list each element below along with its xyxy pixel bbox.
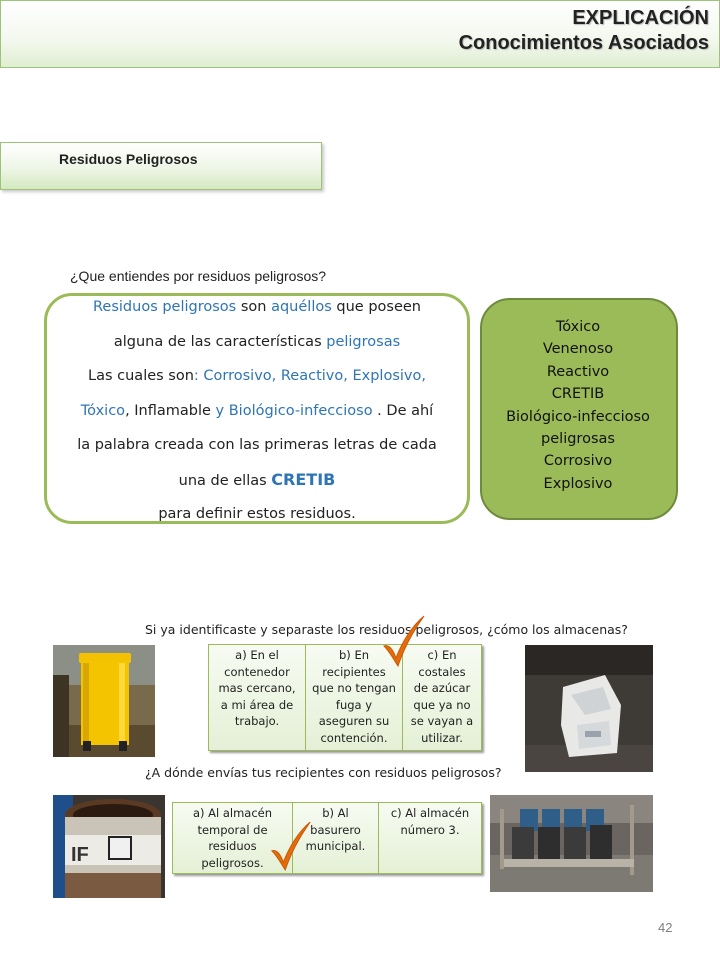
property-item: Tóxico <box>555 319 601 335</box>
definition-line: Tóxico, Inflamable y Biológico-infeccioso . De ahí <box>80 402 434 419</box>
svg-text:IF: IF <box>71 844 89 866</box>
definition-line: Las cuales son: Corrosivo, Reactivo, Explosivo, <box>88 368 426 384</box>
storage-options <box>208 644 482 751</box>
definition-line: la palabra creada con las primeras letras de cada <box>77 437 437 453</box>
question-destination: ¿A dónde envías tus recipientes con residuos peligrosos? <box>145 765 502 780</box>
checkmark-icon <box>380 612 428 670</box>
property-item: Venenoso <box>542 341 614 358</box>
checkmark-icon <box>268 818 314 874</box>
definition-line: una de ellas CRETIB <box>178 469 336 489</box>
property-item: CRETIB <box>551 386 605 403</box>
header-banner <box>0 0 720 68</box>
destination-options <box>172 802 482 874</box>
definition-line: alguna de las características peligrosas <box>113 333 401 350</box>
property-item: Biológico-infeccioso <box>506 408 650 425</box>
yellow-container-photo <box>53 645 155 757</box>
question-storage: Si ya identificaste y separaste los residuos peligrosos, ¿cómo los almacenas? <box>145 622 628 637</box>
page-number: 42 <box>658 920 673 935</box>
header-subtitle: Conocimientos Asociados <box>458 32 709 54</box>
cretib-word: CRETIB <box>271 469 336 489</box>
property-item: Explosivo <box>543 475 613 492</box>
properties-list <box>480 316 676 495</box>
option-c[interactable]: c) En costales de azúcar que ya no se vayan a utilizar. <box>410 648 474 745</box>
property-item: Reactivo <box>546 363 610 380</box>
property-item: Corrosivo <box>543 453 613 470</box>
section-tab <box>0 142 322 190</box>
definition-text <box>50 290 464 532</box>
option-b[interactable]: b) Al basurero municipal. <box>293 803 379 873</box>
property-item: peligrosas <box>541 430 615 447</box>
option-a[interactable]: a) Al almacén temporal de residuos peligrosos. <box>173 803 293 873</box>
option-b[interactable]: b) En recipientes que no tengan fuga y aseguren su contención. <box>306 645 403 750</box>
question-residuos: ¿Que entiendes por residuos peligrosos? <box>70 268 327 284</box>
option-a[interactable]: a) En el contenedor mas cercano, a mi área de trabajo. <box>209 645 306 750</box>
definition-line: para definir estos residuos. <box>158 506 356 522</box>
sack-photo <box>525 645 653 772</box>
section-tab-label: Residuos Peligrosos <box>59 151 198 167</box>
warehouse-photo <box>490 795 653 892</box>
header-title: EXPLICACIÓN <box>572 7 709 29</box>
definition-line: Residuos peligrosos son aquéllos que poseen <box>93 299 421 315</box>
option-c[interactable]: c) Al almacén número 3. <box>390 806 470 837</box>
drum-photo <box>53 795 165 898</box>
